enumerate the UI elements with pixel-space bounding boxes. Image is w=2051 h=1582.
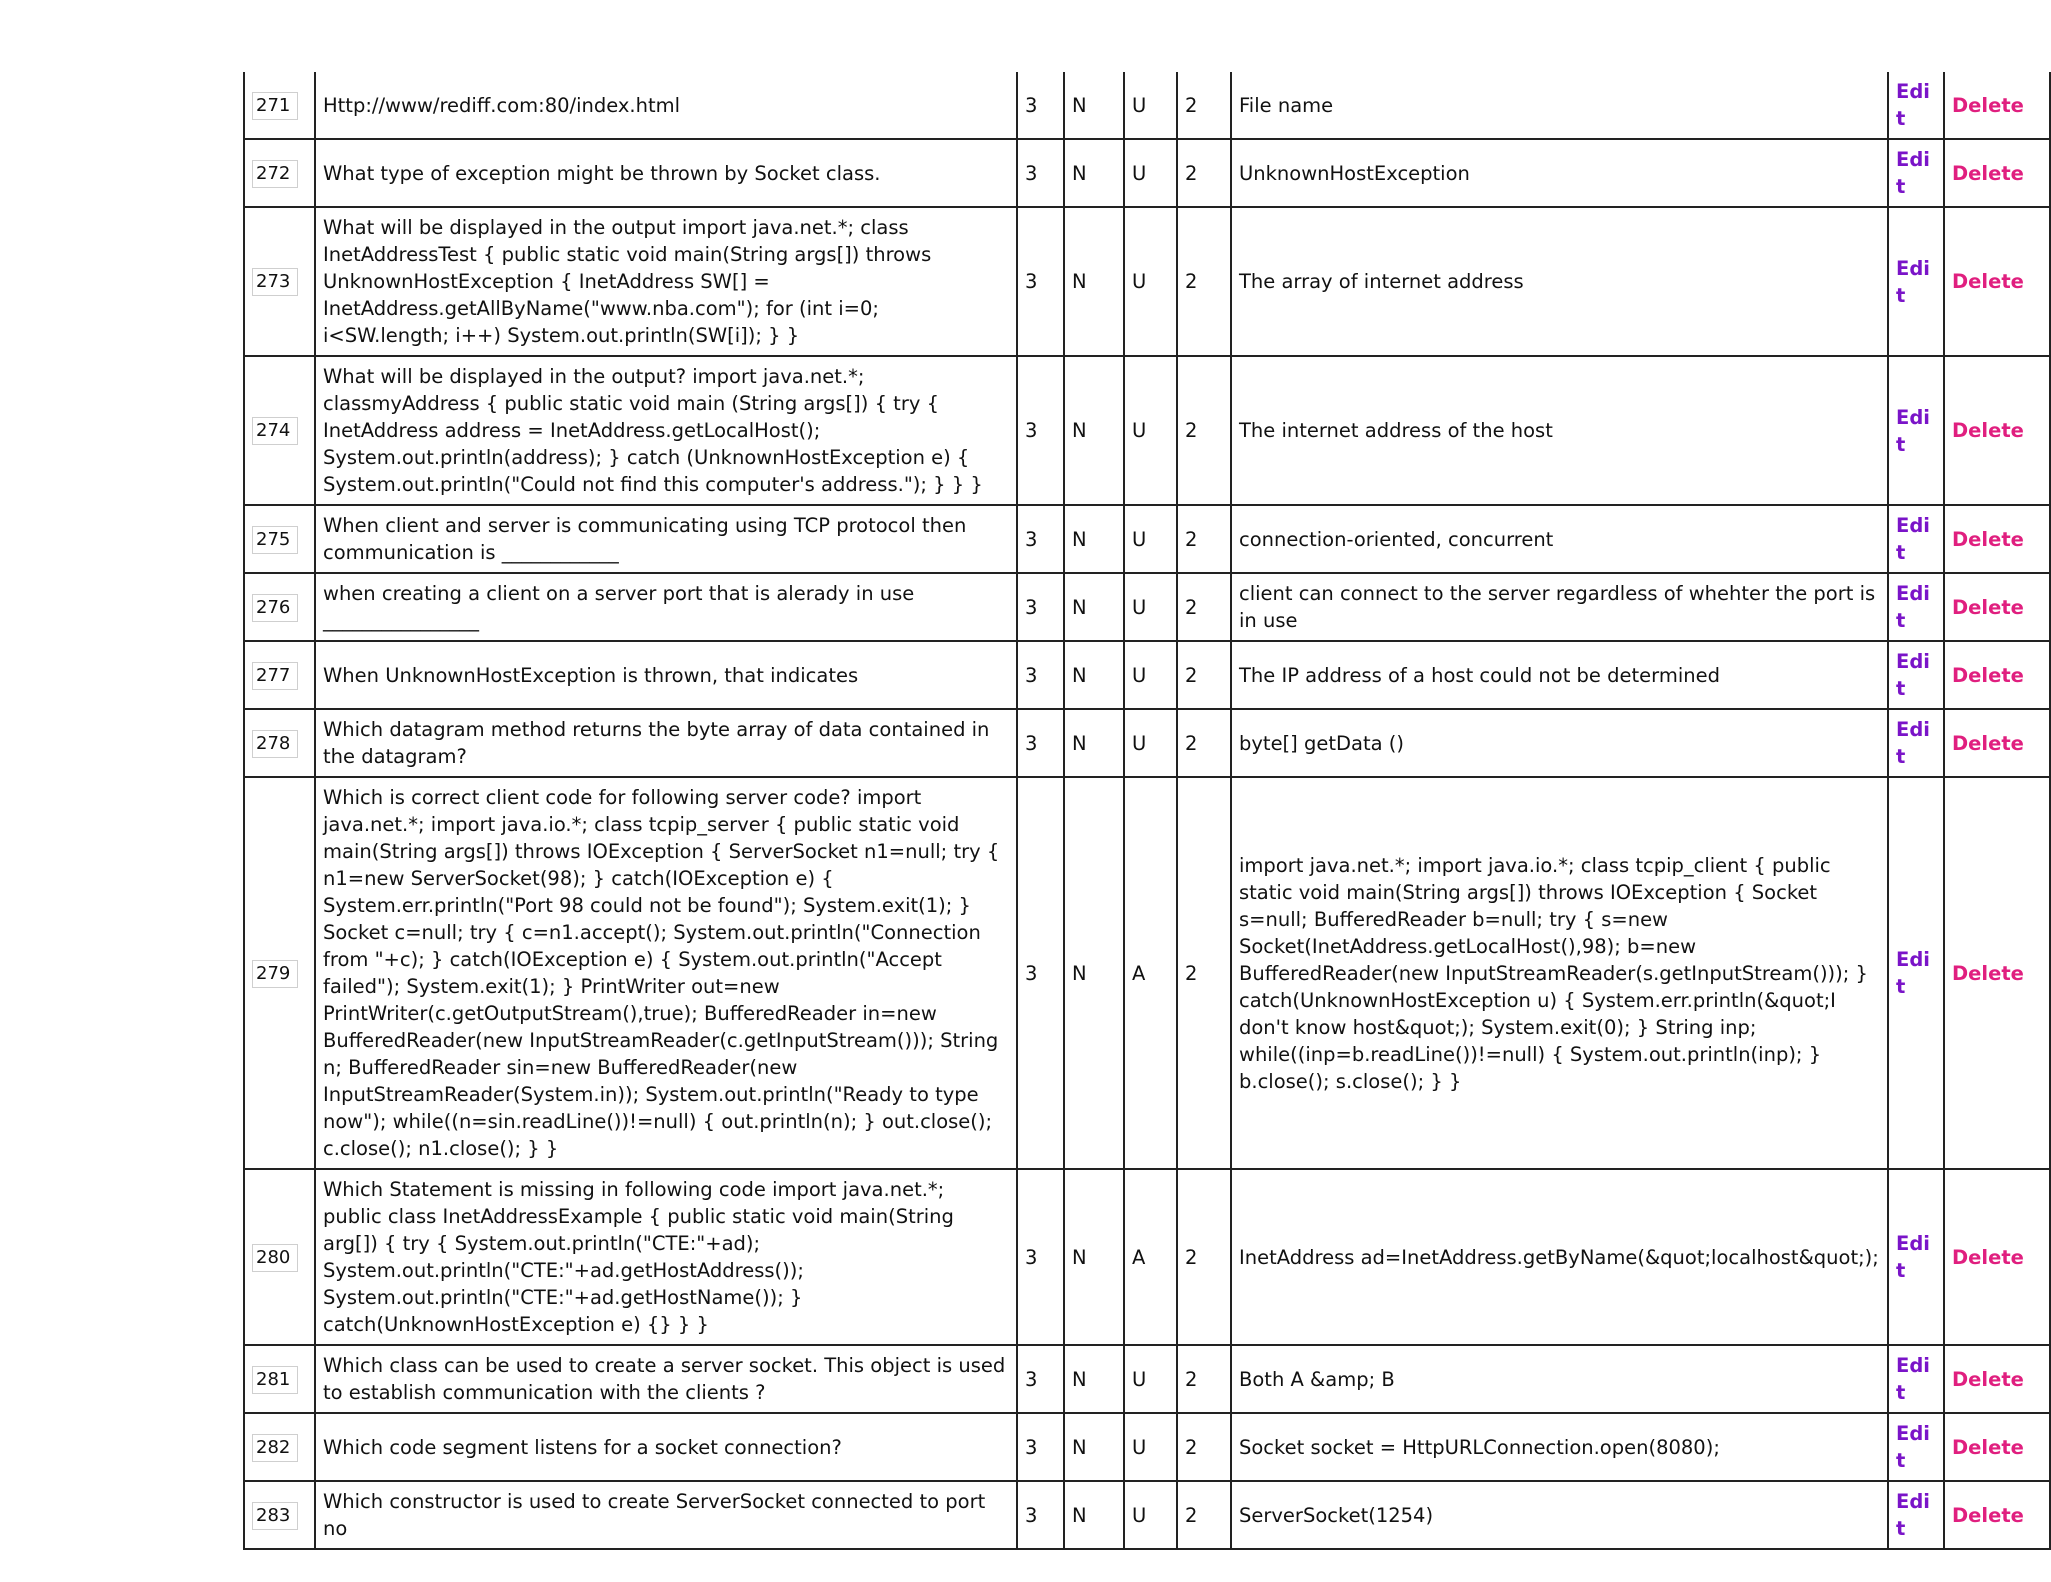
answer-text: ServerSocket(1254)	[1231, 1481, 1888, 1549]
marks-cell: 3	[1017, 1481, 1064, 1549]
delete-link[interactable]: Delete	[1952, 961, 2024, 985]
edit-cell	[1888, 1481, 1944, 1549]
type-cell: 2	[1177, 573, 1231, 641]
question-id-cell	[244, 139, 315, 207]
edit-cell	[1888, 1345, 1944, 1413]
delete-link[interactable]: Delete	[1952, 595, 2024, 619]
flag-cell: N	[1064, 573, 1124, 641]
question-text: Http://www/rediff.com:80/index.html	[315, 72, 1017, 139]
edit-link[interactable]: Edit	[1896, 256, 1930, 307]
question-text: What will be displayed in the output? import java.net.*; classmyAddress { public static void main (String args[]) { try { InetAddress address = InetAddress.getLocalHost(); System.out.println(address); } catch (UnknownHostException e) { System.out.println("Could not find this computer's address."); } } }	[315, 356, 1017, 505]
question-id: 273	[252, 268, 298, 296]
edit-link[interactable]: Edit	[1896, 650, 1930, 700]
level-cell: U	[1124, 139, 1177, 207]
edit-link[interactable]: Edit	[1896, 148, 1930, 198]
edit-cell	[1888, 709, 1944, 777]
edit-link[interactable]: Edit	[1896, 80, 1930, 130]
answer-text: UnknownHostException	[1231, 139, 1888, 207]
question-text: Which is correct client code for following server code? import java.net.*; import java.io.*; class tcpip_server { public static void main(String args[]) throws IOException { ServerSocket n1=null; try { n1=new ServerSocket(98); } catch(IOException e) { System.err.println("Port 98 could not be found"); System.exit(1); } Socket c=null; try { c=n1.accept(); System.out.println("Connection from "+c); } catch(IOException e) { System.out.println("Accept failed"); System.exit(1); } PrintWriter out=new PrintWriter(c.getOutputStream(),true); BufferedReader in=new BufferedReader(new InputStreamReader(c.getInputStream())); String n; BufferedReader sin=new BufferedReader(new InputStreamReader(System.in)); System.out.println("Ready to type now"); while((n=sin.readLine())!=null) { out.println(n); } out.close(); c.close(); n1.close(); } }	[315, 777, 1017, 1169]
question-text: When client and server is communicating using TCP protocol then communication is ____________	[315, 505, 1017, 573]
question-id-cell	[244, 777, 315, 1169]
delete-link[interactable]: Delete	[1952, 93, 2024, 117]
delete-cell	[1944, 505, 2050, 573]
table-row	[244, 641, 2050, 709]
delete-cell	[1944, 777, 2050, 1169]
delete-cell	[1944, 356, 2050, 505]
marks-cell: 3	[1017, 356, 1064, 505]
answer-text: The array of internet address	[1231, 207, 1888, 356]
edit-link[interactable]: Edit	[1896, 514, 1930, 564]
question-id-cell	[244, 1169, 315, 1345]
delete-link[interactable]: Delete	[1952, 1435, 2024, 1459]
edit-cell	[1888, 356, 1944, 505]
type-cell: 2	[1177, 505, 1231, 573]
question-id-cell	[244, 1481, 315, 1549]
answer-text: Socket socket = HttpURLConnection.open(8080);	[1231, 1413, 1888, 1481]
flag-cell: N	[1064, 139, 1124, 207]
question-id: 272	[252, 160, 298, 188]
flag-cell: N	[1064, 72, 1124, 139]
answer-text: byte[] getData ()	[1231, 709, 1888, 777]
delete-link[interactable]: Delete	[1952, 731, 2024, 755]
answer-text: File name	[1231, 72, 1888, 139]
edit-cell	[1888, 505, 1944, 573]
question-text: What type of exception might be thrown by Socket class.	[315, 139, 1017, 207]
edit-cell	[1888, 573, 1944, 641]
question-id: 279	[252, 960, 298, 988]
marks-cell: 3	[1017, 72, 1064, 139]
level-cell: A	[1124, 1169, 1177, 1345]
flag-cell: N	[1064, 641, 1124, 709]
delete-link[interactable]: Delete	[1952, 663, 2024, 687]
question-id: 274	[252, 417, 298, 445]
delete-link[interactable]: Delete	[1952, 270, 2024, 293]
level-cell: U	[1124, 641, 1177, 709]
question-id-cell	[244, 505, 315, 573]
table-row	[244, 1413, 2050, 1481]
type-cell: 2	[1177, 1413, 1231, 1481]
delete-cell	[1944, 1481, 2050, 1549]
question-text: Which Statement is missing in following code import java.net.*; public class InetAddressExample { public static void main(String arg[]) { try { System.out.println("CTE:"+ad); System.out.println("CTE:"+ad.getHostAddress()); System.out.println("CTE:"+ad.getHostName()); } catch(UnknownHostException e) {} } }	[315, 1169, 1017, 1345]
delete-link[interactable]: Delete	[1952, 161, 2024, 185]
question-id-cell	[244, 573, 315, 641]
question-id-cell	[244, 356, 315, 505]
question-table-viewport	[243, 72, 2024, 1540]
table-row	[244, 1481, 2050, 1549]
delete-cell	[1944, 573, 2050, 641]
answer-text: The internet address of the host	[1231, 356, 1888, 505]
level-cell: U	[1124, 1413, 1177, 1481]
level-cell: U	[1124, 573, 1177, 641]
type-cell: 2	[1177, 777, 1231, 1169]
type-cell: 2	[1177, 1481, 1231, 1549]
type-cell: 2	[1177, 207, 1231, 356]
delete-cell	[1944, 1169, 2050, 1345]
question-text: Which class can be used to create a server socket. This object is used to establish communication with the clients ?	[315, 1345, 1017, 1413]
delete-link[interactable]: Delete	[1952, 1367, 2024, 1391]
type-cell: 2	[1177, 641, 1231, 709]
level-cell: U	[1124, 505, 1177, 573]
level-cell: A	[1124, 777, 1177, 1169]
question-id: 281	[252, 1366, 298, 1394]
edit-cell	[1888, 1169, 1944, 1345]
marks-cell: 3	[1017, 777, 1064, 1169]
question-id: 277	[252, 662, 298, 690]
type-cell: 2	[1177, 709, 1231, 777]
question-table	[243, 72, 2051, 1550]
type-cell: 2	[1177, 139, 1231, 207]
question-text: Which datagram method returns the byte array of data contained in the datagram?	[315, 709, 1017, 777]
delete-cell	[1944, 139, 2050, 207]
marks-cell: 3	[1017, 139, 1064, 207]
delete-cell	[1944, 1345, 2050, 1413]
delete-cell	[1944, 72, 2050, 139]
delete-cell	[1944, 709, 2050, 777]
delete-link[interactable]: Delete	[1952, 1503, 2024, 1527]
delete-link[interactable]: Delete	[1952, 419, 2024, 442]
table-row	[244, 1345, 2050, 1413]
question-id-cell	[244, 709, 315, 777]
marks-cell: 3	[1017, 573, 1064, 641]
marks-cell: 3	[1017, 641, 1064, 709]
question-id: 278	[252, 730, 298, 758]
edit-cell	[1888, 72, 1944, 139]
edit-cell	[1888, 207, 1944, 356]
delete-link[interactable]: Delete	[1952, 527, 2024, 551]
flag-cell: N	[1064, 505, 1124, 573]
answer-text: The IP address of a host could not be determined	[1231, 641, 1888, 709]
table-row	[244, 777, 2050, 1169]
table-row	[244, 72, 2050, 139]
answer-text: client can connect to the server regardless of whehter the port is in use	[1231, 573, 1888, 641]
level-cell: U	[1124, 1481, 1177, 1549]
flag-cell: N	[1064, 777, 1124, 1169]
question-text: Which code segment listens for a socket connection?	[315, 1413, 1017, 1481]
delete-cell	[1944, 207, 2050, 356]
question-id: 275	[252, 526, 298, 554]
level-cell: U	[1124, 207, 1177, 356]
edit-link[interactable]: Edit	[1896, 948, 1930, 998]
question-id: 276	[252, 594, 298, 622]
answer-text: connection-oriented, concurrent	[1231, 505, 1888, 573]
flag-cell: N	[1064, 709, 1124, 777]
type-cell: 2	[1177, 1345, 1231, 1413]
answer-text: InetAddress ad=InetAddress.getByName(&quot;localhost&quot;);	[1231, 1169, 1888, 1345]
delete-link[interactable]: Delete	[1952, 1245, 2024, 1269]
table-row	[244, 573, 2050, 641]
question-table-body	[244, 72, 2050, 1549]
question-id-cell	[244, 207, 315, 356]
flag-cell: N	[1064, 1481, 1124, 1549]
edit-link[interactable]: Edit	[1896, 1422, 1930, 1472]
edit-link[interactable]: Edit	[1896, 1490, 1930, 1540]
question-id-cell	[244, 72, 315, 139]
type-cell: 2	[1177, 1169, 1231, 1345]
edit-cell	[1888, 641, 1944, 709]
marks-cell: 3	[1017, 1169, 1064, 1345]
type-cell: 2	[1177, 356, 1231, 505]
flag-cell: N	[1064, 1169, 1124, 1345]
edit-cell	[1888, 139, 1944, 207]
flag-cell: N	[1064, 1413, 1124, 1481]
question-id-cell	[244, 1345, 315, 1413]
delete-cell	[1944, 641, 2050, 709]
marks-cell: 3	[1017, 1413, 1064, 1481]
edit-cell	[1888, 777, 1944, 1169]
type-cell: 2	[1177, 72, 1231, 139]
question-text: What will be displayed in the output import java.net.*; class InetAddressTest { public static void main(String args[]) throws UnknownHostException { InetAddress SW[] = InetAddress.getAllByName("www.nba.com"); for (int i=0; i<SW.length; i++) System.out.println(SW[i]); } }	[315, 207, 1017, 356]
edit-link[interactable]: Edit	[1896, 1232, 1930, 1282]
question-id: 282	[252, 1434, 298, 1462]
table-row	[244, 356, 2050, 505]
level-cell: U	[1124, 72, 1177, 139]
flag-cell: N	[1064, 356, 1124, 505]
flag-cell: N	[1064, 207, 1124, 356]
table-row	[244, 139, 2050, 207]
edit-link[interactable]: Edit	[1896, 1354, 1930, 1404]
question-id: 280	[252, 1244, 298, 1272]
answer-text: import java.net.*; import java.io.*; class tcpip_client { public static void main(String args[]) throws IOException { Socket s=null; BufferedReader b=null; try { s=new Socket(InetAddress.getLocalHost(),98); b=new BufferedReader(new InputStreamReader(s.getInputStream())); } catch(UnknownHostException u) { System.err.println(&quot;I don't know host&quot;); System.exit(0); } String inp; while((inp=b.readLine())!=null) { System.out.println(inp); } b.close(); s.close(); } }	[1231, 777, 1888, 1169]
question-id-cell	[244, 1413, 315, 1481]
question-id-cell	[244, 641, 315, 709]
table-row	[244, 709, 2050, 777]
edit-link[interactable]: Edit	[1896, 405, 1930, 456]
marks-cell: 3	[1017, 1345, 1064, 1413]
edit-cell	[1888, 1413, 1944, 1481]
marks-cell: 3	[1017, 709, 1064, 777]
flag-cell: N	[1064, 1345, 1124, 1413]
question-text: when creating a client on a server port that is alerady in use ________________	[315, 573, 1017, 641]
marks-cell: 3	[1017, 207, 1064, 356]
level-cell: U	[1124, 356, 1177, 505]
table-row	[244, 207, 2050, 356]
edit-link[interactable]: Edit	[1896, 582, 1930, 632]
level-cell: U	[1124, 1345, 1177, 1413]
level-cell: U	[1124, 709, 1177, 777]
edit-link[interactable]: Edit	[1896, 718, 1930, 768]
table-row	[244, 505, 2050, 573]
marks-cell: 3	[1017, 505, 1064, 573]
delete-cell	[1944, 1413, 2050, 1481]
answer-text: Both A &amp; B	[1231, 1345, 1888, 1413]
question-id: 271	[252, 92, 298, 120]
question-id: 283	[252, 1502, 298, 1530]
question-text: Which constructor is used to create ServerSocket connected to port no	[315, 1481, 1017, 1549]
table-row	[244, 1169, 2050, 1345]
question-text: When UnknownHostException is thrown, that indicates	[315, 641, 1017, 709]
